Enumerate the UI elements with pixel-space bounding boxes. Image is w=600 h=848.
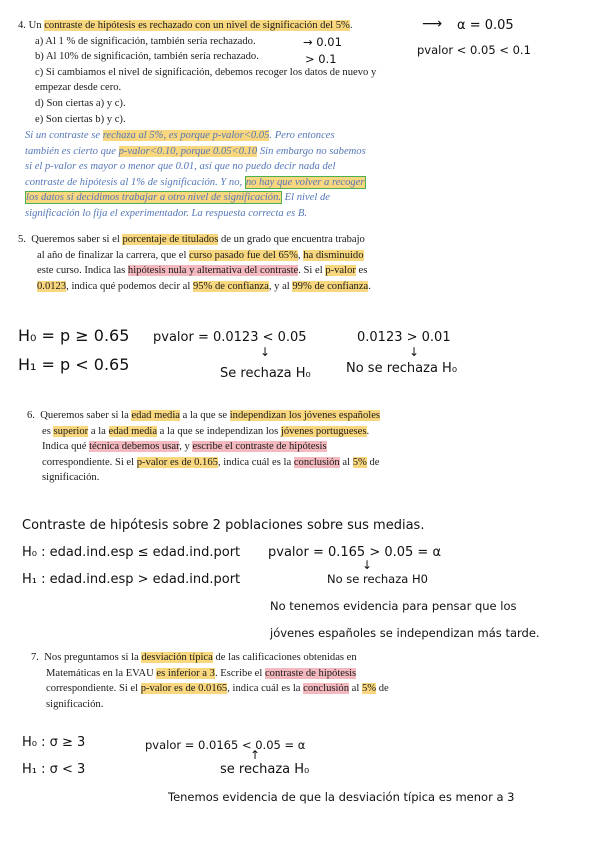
q4-hw-a: → 0.01 xyxy=(303,35,342,49)
q7-hw-pvalor: pvalor = 0.0165 < 0.05 = α xyxy=(145,738,306,752)
q5-hw-norechaza: No se rechaza H₀ xyxy=(346,361,458,376)
q7-number: 7. xyxy=(31,652,39,663)
q4-option-a: a) Al 1 % de significación, también sería rechazado. xyxy=(35,35,256,47)
arrow-down-icon: ↓ xyxy=(260,345,271,359)
q5-block: 5. Queremos saber si el porcentaje de titulados de un grado que encuentra trabajo al año de finalizar la carrera, que el curso pasado fue del 65%, ha disminuido este curso. Indica las hipótesis nula y alternativa del contraste. Si el p-valor es 0.0123, indica qué podemos decir al 95% de confianza, y al 99% de confianza. xyxy=(18,234,371,292)
arrow-right-icon: ⟶ xyxy=(422,16,443,32)
q6-hw-pvalor: pvalor = 0.165 > 0.05 = α xyxy=(268,545,442,560)
q4-option-c-line1: c) Si cambiamos el nivel de significación, debemos recoger los datos de nuevo y xyxy=(35,66,377,78)
q5-hw-pvalor: pvalor = 0.0123 < 0.05 xyxy=(153,330,307,345)
q4-stem: 4. Un contraste de hipótesis es rechazado con un nivel de significación del 5%. xyxy=(18,20,353,31)
arrow-up-icon: ↑ xyxy=(250,748,261,762)
q6-block: 6. Queremos saber si la edad media a la que se independizan los jóvenes españoles es superior a la edad media a la que se independizan los jóvenes portugueses. Indica qué técnica debemos usar, y escribe el contraste de hipótesis correspondiente. Si el p-valor es de 0.165, indica cuál es la conclusión al 5% de significación. xyxy=(27,410,381,484)
q7-hw-h0: H₀ : σ ≥ 3 xyxy=(22,735,86,750)
q5-number: 5. xyxy=(18,234,26,245)
q4-hw-b: > 0.1 xyxy=(305,52,337,66)
q6-hw-title: Contraste de hipótesis sobre 2 poblaciones sobre sus medias. xyxy=(22,518,425,533)
q6-hw-h1: H₁ : edad.ind.esp > edad.ind.port xyxy=(22,572,241,587)
q6-number: 6. xyxy=(27,410,35,421)
q4-option-e: e) Son ciertas b) y c). xyxy=(35,113,126,125)
q4-hw-alpha: α = 0.05 xyxy=(457,18,514,33)
q6-hw-h0: H₀ : edad.ind.esp ≤ edad.ind.port xyxy=(22,545,241,560)
q4-option-d: d) Son ciertas a) y c). xyxy=(35,97,126,109)
q6-hw-conclusion-1: No tenemos evidencia para pensar que los xyxy=(270,599,517,613)
q7-hw-conclusion: Tenemos evidencia de que la desviación típica es menor a 3 xyxy=(168,790,515,804)
q4-number: 4. xyxy=(18,20,26,31)
q4-highlight: contraste de hipótesis es rechazado con un nivel de significación del 5% xyxy=(44,20,350,31)
arrow-down-icon: ↓ xyxy=(409,345,420,359)
q5-hw-h1: H₁ = p < 0.65 xyxy=(18,355,130,374)
q4-option-b: b) Al 10% de significación, también sería rechazado. xyxy=(35,51,259,63)
q6-hw-norechaza: No se rechaza H0 xyxy=(327,572,428,586)
q5-hw-rechaza: Se rechaza H₀ xyxy=(220,366,311,381)
q5-hw-cmp: 0.0123 > 0.01 xyxy=(357,330,451,345)
q7-hw-rechaza: se rechaza H₀ xyxy=(220,762,310,777)
q7-hw-h1: H₁ : σ < 3 xyxy=(22,762,86,777)
q7-block: 7. Nos preguntamos si la desviación típica de las calificaciones obtenidas en Matemáticas en la EVAU es inferior a 3. Escribe el contraste de hipótesis correspondiente. Si el p-valor es de 0.0165, indica cuál es la conclusión al 5% de significación. xyxy=(31,652,389,710)
q4-answer: Si un contraste se rechaza al 5%, es porque p-valor<0.05. Pero entonces también es cierto que p-valor<0.10, porque 0.05<0.10 Sin embargo no sabemos si el p-valor es mayor o menor que 0.01, así que no puedo decir nada del contraste de hipótesis al 1% de significación. Y no, no hay que volver a recoger los datos si decidimos trabajar a otro nivel de significación. El nivel de significación lo fija el experimentador. La respuesta correcta es B. xyxy=(25,130,366,219)
q6-hw-conclusion-2: jóvenes españoles se independizan más tarde. xyxy=(270,626,540,640)
q4-option-c-line2: empezar desde cero. xyxy=(35,82,122,94)
q5-hw-h0: H₀ = p ≥ 0.65 xyxy=(18,326,130,345)
q4-hw-pvalor: pvalor < 0.05 < 0.1 xyxy=(417,43,531,57)
q4-block xyxy=(18,18,448,127)
arrow-down-icon: ↓ xyxy=(362,558,373,572)
